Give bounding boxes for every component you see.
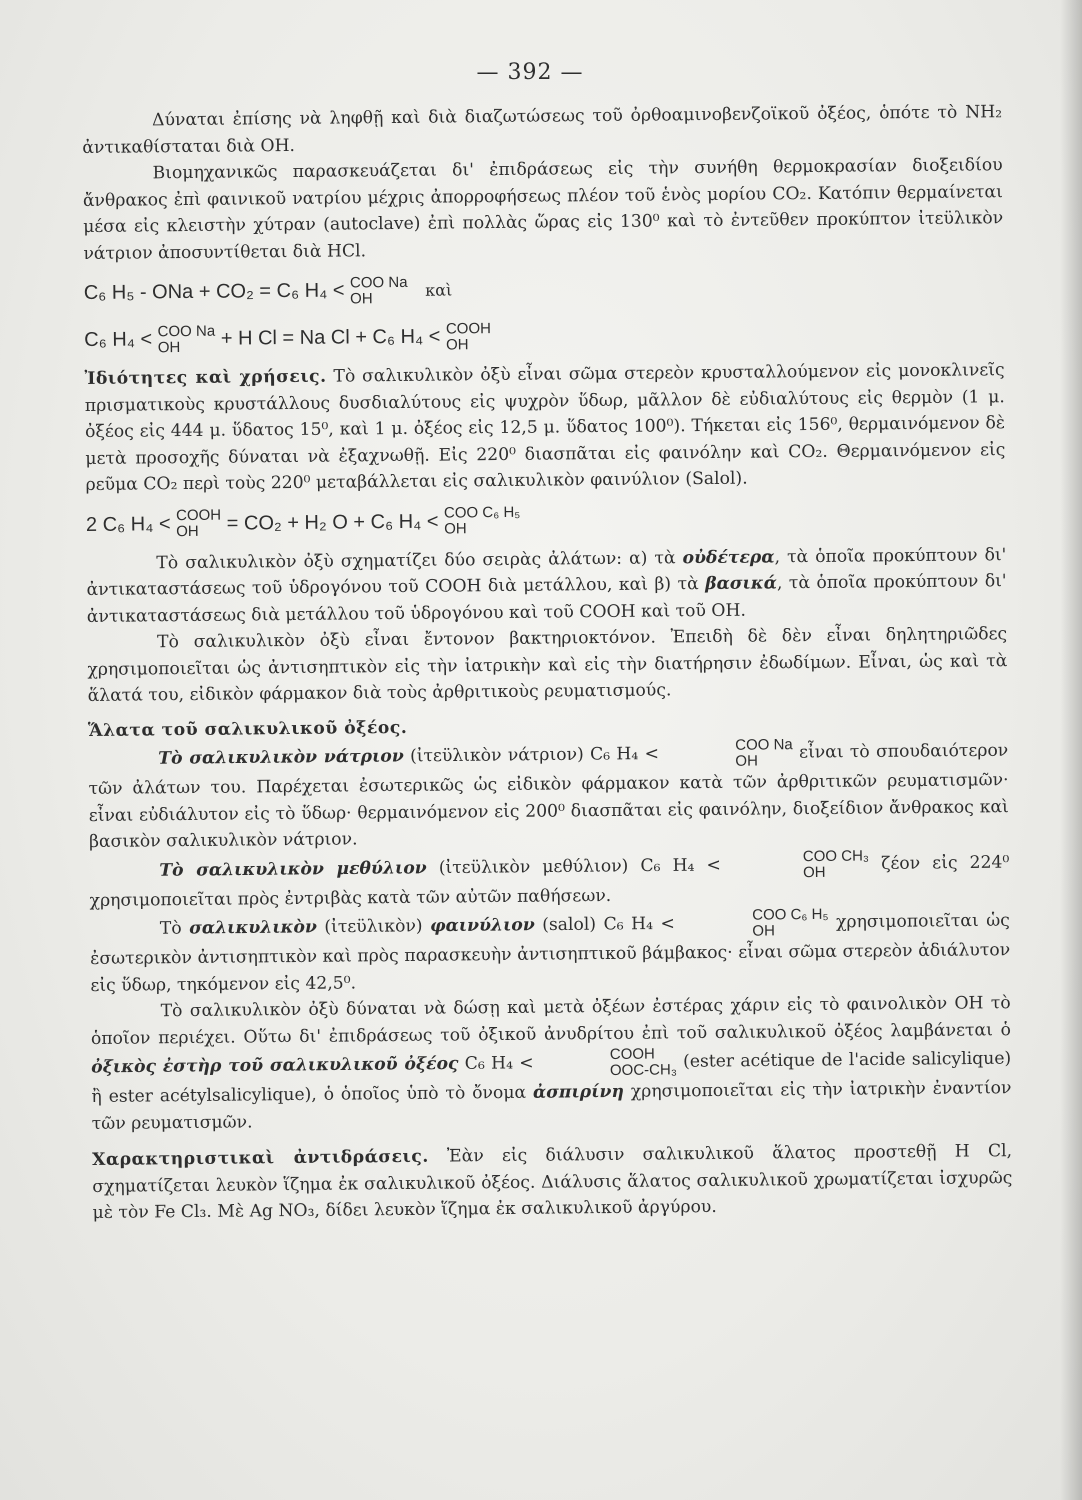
salt3-pre: Τὸ bbox=[159, 918, 182, 939]
eq2-b-bottom: OH bbox=[445, 336, 469, 354]
eq3-fraction-a bbox=[176, 508, 221, 540]
salt3-rest: χρησιμοποιεῖται ὡς ἐσωτερικὸν ἀντισηπτικὸν καὶ πρὸς παρασκευὴν ἀντισηπτικοῦ βάμβακος· εἶναι σῶμα στερεὸν ἀδιάλυτον εἰς ὕδωρ, τηκόμενον εἰς 42,5⁰. bbox=[90, 910, 1011, 996]
salt2-top: COO CH₃ bbox=[802, 846, 870, 865]
eq2-a: C₆ H₄ < bbox=[84, 328, 153, 351]
eq1-bottom: OH bbox=[350, 289, 373, 308]
salt2-fraction bbox=[733, 848, 869, 881]
paragraph-reactions bbox=[92, 1138, 1013, 1226]
salt1-paren: (ἰτεϋλικὸν νάτριον) C₆ H₄ < bbox=[409, 743, 660, 767]
salt2-name: Τὸ σαλικυλικὸν μεθύλιον bbox=[159, 857, 427, 881]
salt3-bottom: OH bbox=[752, 922, 775, 940]
reactions-text: Ἐὰν εἰς διάλυσιν σαλικυλικοῦ ἅλατος προστεθῇ H Cl, σχηματίζεται λευκὸν ἵζημα ἐκ σαλικυλικοῦ ὀξέος. Διάλυσις ἅλατος σαλικυλικοῦ χρωματίζεται ἰσχυρῶς μὲ τὸν Fe Cl₃. Μὲ Ag NO₃, δίδει λευκὸν ἵζημα ἐκ σαλικυλικοῦ ἀργύρου. bbox=[92, 1141, 1013, 1223]
eq3-mid: = CO₂ + H₂ O + C₆ H₄ < bbox=[226, 510, 439, 535]
paragraph-salol bbox=[90, 905, 1011, 999]
salt2-bottom: OH bbox=[802, 863, 826, 881]
paragraph-methyl-salicylate bbox=[89, 847, 1010, 914]
p7-a: Τὸ σαλικυλικὸν ὀξὺ δύναται νὰ δώσῃ καὶ μετὰ ὀξέων ἐστέρας χάριν εἰς τὸ φαινολικὸν OH τὸ ὁποῖον περιέχει. Οὕτω δι' ἐπιδράσεως τοῦ ὀξικοῦ ἀνυδρίτου ἐπὶ τοῦ σαλικυλικοῦ ὀξέος λαμβάνεται ὁ bbox=[90, 993, 1011, 1049]
page-body bbox=[82, 99, 1013, 1226]
salts-heading-text: Ἅλατα τοῦ σαλικυλικοῦ ὀξέος. bbox=[87, 717, 408, 741]
paragraph-antiseptic: Τὸ σαλικυλικὸν ὀξὺ εἶναι ἔντονον βακτηριοκτόνον. Ἐπειδὴ δὲ δὲν εἶναι δηλητηριῶδες χρησιμοποιεῖται ὡς ἀντισηπτικὸν εἰς τὴν ἰατρικὴν καὶ εἰς τὴν διατήρησιν ἐδωδίμων. Εἶναι, ὡς καὶ τὰ ἅλατά του, εἰδικὸν φάρμακον διὰ τοὺς ἀρθριτικοὺς ρευματισμούς. bbox=[87, 624, 1008, 706]
salt3-fraction bbox=[682, 907, 829, 940]
eq2-a-top: COO Na bbox=[157, 322, 216, 341]
section-heading-reactions: Χαρακτηριστικαὶ ἀντιδράσεις. bbox=[92, 1146, 429, 1170]
eq1-tail: καὶ bbox=[425, 280, 453, 300]
salt1-fraction bbox=[665, 737, 793, 770]
p4-e: , τὰ ὁποῖα προκύπτουν δι' ἀντικαταστάσεως διὰ μετάλλου τοῦ ὑδρογόνου καὶ τοῦ COOH καὶ τοῦ OH. bbox=[86, 571, 1007, 627]
paragraph-salt-series bbox=[86, 542, 1007, 630]
term-aspirin: ἀσπιρίνη bbox=[532, 1081, 625, 1103]
equation-3 bbox=[86, 496, 1006, 545]
page-number: — 392 — bbox=[476, 60, 584, 85]
paragraph-properties bbox=[84, 357, 1005, 498]
eq3-b-top: COO C₆ H₅ bbox=[443, 504, 521, 522]
paragraph-sodium-salicylate bbox=[88, 735, 1009, 855]
salt3-paren2: (salol) C₆ H₄ < bbox=[542, 913, 675, 936]
aspirin-bottom: OOC-CH₃ bbox=[609, 1061, 677, 1079]
eq3-fraction-b bbox=[444, 505, 521, 538]
properties-text: Τὸ σαλικυλικὸν ὀξὺ εἶναι σῶμα στερεὸν κρυσταλλούμενον εἰς μονοκλινεῖς πρισματικοὺς κρυστάλλους δυσδιαλύτους εἰς ψυχρὸν ὕδωρ, μᾶλλον δὲ εὐδιαλύτους εἰς θερμὸν (1 μ. ὀξέος εἰς 444 μ. ὕδατος 15⁰, καὶ 1 μ. ὀξέος εἰς 12,5 μ. ὕδατος 100⁰). Τήκεται εἰς 156⁰, θερμαινόμενον δὲ μετὰ προσοχῆς δύναται νὰ ἐξαχνωθῇ. Εἰς 220⁰ διασπᾶται εἰς φαινόλην καὶ CO₂. Θερμαινόμενον εἰς ρεῦμα CO₂ περὶ τοὺς 220⁰ μεταβάλλεται εἰς σαλικυλικὸν φαινύλιον (Salol). bbox=[84, 360, 1006, 495]
eq3-a: 2 C₆ H₄ < bbox=[85, 512, 171, 536]
salt1-name: Τὸ σαλικυλικὸν νάτριον bbox=[158, 746, 404, 769]
salt1-top: COO Na bbox=[735, 736, 793, 754]
eq2-fraction-a bbox=[158, 323, 216, 356]
eq2-a-bottom: OH bbox=[157, 338, 181, 357]
eq1-fraction bbox=[350, 275, 408, 308]
salt3-top: COO C₆ H₅ bbox=[752, 905, 829, 924]
salt2-rest: ζέον εἰς 224⁰ χρησιμοποιεῖται πρὸς ἐντριβὰς κατὰ τῶν αὐτῶν παθήσεων. bbox=[89, 852, 1010, 911]
paragraph-aspirin bbox=[91, 990, 1012, 1137]
term-neutral: οὐδέτερα bbox=[682, 546, 775, 568]
p7-d: (ester acétique de l'acide salicylique) ἢ ester acétylsalicylique), ὁ ὁποῖος ὑπὸ τὸ ὄνομα bbox=[91, 1048, 1012, 1107]
equation-2 bbox=[84, 311, 1004, 360]
aspirin-fraction bbox=[540, 1046, 677, 1079]
eq2-b-top: COOH bbox=[445, 319, 491, 338]
eq2-mid: + H Cl = Na Cl + C₆ H₄ < bbox=[220, 325, 441, 350]
term-acetyl-ester: ὀξικὸς ἐστὴρ τοῦ σαλικυλικοῦ ὀξέος bbox=[91, 1053, 459, 1078]
eq3-a-bottom: OH bbox=[176, 523, 199, 541]
page-edge-shadow bbox=[1060, 0, 1082, 1500]
paragraph-industrial-prep: Βιομηχανικῶς παρασκευάζεται δι' ἐπιδράσεως εἰς τὴν συνήθη θερμοκρασίαν διοξειδίου ἄνθρακος ἐπὶ φαινικοῦ νατρίου μέχρις ἀπορροφήσεως πλέον τοῦ ἑνὸς μορίου CO₂. Κατόπιν θερμαίνεται μέσα εἰς κλειστὴν χύτραν (autoclave) ἐπὶ πολλὰς ὥρας εἰς 130⁰ καὶ τὸ ἐντεῦθεν προκύπτον ἰτεϋλικὸν νάτριον ἀποσυντίθεται διὰ HCl. bbox=[82, 155, 1004, 264]
eq2-fraction-b bbox=[446, 321, 491, 353]
paragraph-diazotization: Δύναται ἐπίσης νὰ ληφθῇ καὶ διὰ διαζωτώσεως τοῦ ὀρθοαμινοβενζοϊκοῦ ὀξέος, ὁπότε τὸ NH₂ ἀντικαθίσταται διὰ OH. bbox=[82, 102, 1003, 158]
p7-f: χρησιμοποιεῖται εἰς τὴν ἰατρικὴν ἐναντίον τῶν ρευματισμῶν. bbox=[91, 1078, 1012, 1134]
section-heading-properties: Ἰδιότητες καὶ χρήσεις. bbox=[84, 366, 327, 389]
p7-c: C₆ H₄ < bbox=[464, 1053, 534, 1074]
salt3-paren1: (ἰτεϋλικὸν) bbox=[324, 916, 423, 938]
eq3-b-bottom: OH bbox=[444, 520, 467, 538]
salt2-paren: (ἰτεϋλικὸν μεθύλιον) C₆ H₄ < bbox=[438, 854, 721, 878]
aspirin-top: COOH bbox=[609, 1045, 655, 1063]
salt1-bottom: OH bbox=[735, 752, 758, 770]
p4-a: Τὸ σαλικυλικὸν ὀξὺ σχηματίζει δύο σειρὰς ἀλάτων: α) τὰ bbox=[156, 547, 676, 573]
eq1-left: C₆ H₅ - ONa + CO₂ = C₆ H₄ < bbox=[83, 279, 345, 304]
equation-1 bbox=[84, 264, 1004, 314]
salt1-rest: εἶναι τὸ σπουδαιότερον τῶν ἀλάτων του. Παρέχεται ἐσωτερικῶς ὡς εἰδικὸν φάρμακον κατὰ τῶν ἀρθριτικῶν ρευματισμῶν· εἶναι εὐδιάλυτον εἰς τὸ ὕδωρ· θερμαινόμενον εἰς 200⁰ διασπᾶται εἰς φαινόλην, διοξείδιον ἄνθρακος καὶ βασικὸν σαλικυλικὸν νάτριον. bbox=[88, 740, 1009, 852]
salt3-name2: φαινύλιον bbox=[429, 915, 535, 937]
salt3-name: σαλικυλικὸν bbox=[189, 917, 317, 939]
eq1-top: COO Na bbox=[349, 273, 408, 292]
eq3-a-top: COOH bbox=[175, 506, 222, 525]
p4-c: , τὰ ὁποῖα προκύπτουν δι' ἀντικαταστάσεως τοῦ ὑδρογόνου τοῦ COOH διὰ μετάλλου, καὶ β) τὰ bbox=[86, 544, 1007, 600]
term-basic: βασικά bbox=[705, 573, 778, 595]
